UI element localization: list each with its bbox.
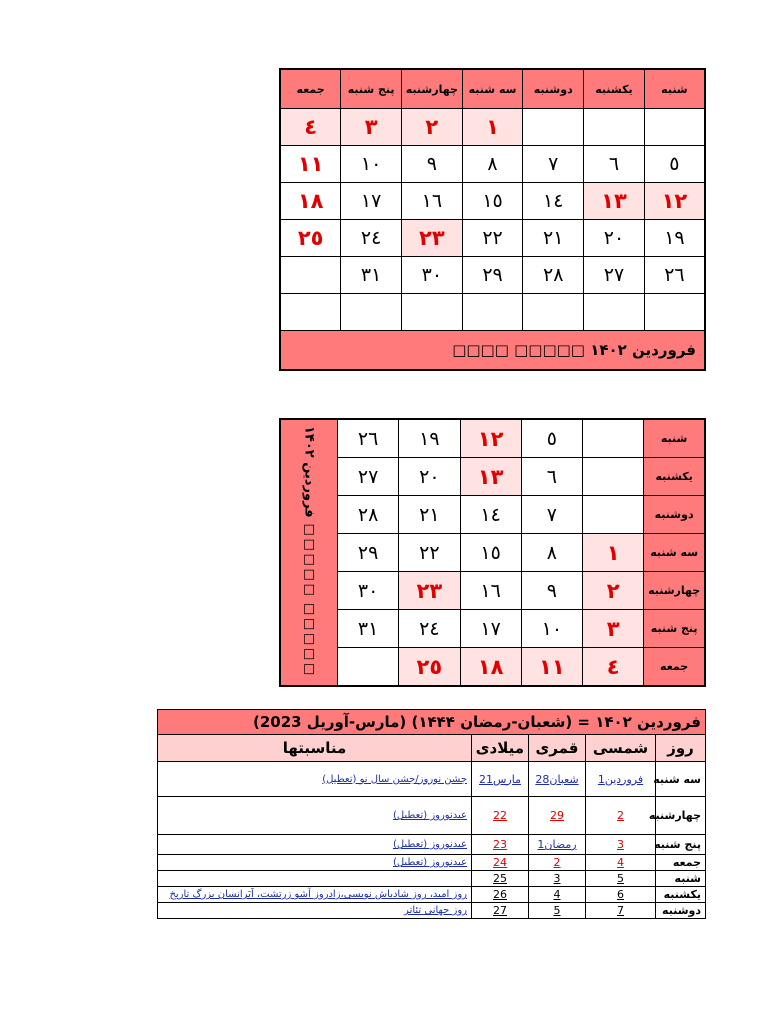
day-cell: ١٩ (399, 419, 460, 458)
occasion-row (158, 871, 706, 887)
day-cell: ١٥ (462, 183, 523, 220)
day-cell: ١٥ (460, 534, 521, 572)
lunar-date-link[interactable]: شعبان28 (529, 762, 586, 797)
gregorian-date-link[interactable]: 24 (472, 855, 529, 871)
day-cell (583, 458, 644, 496)
day-cell: ٣١ (338, 610, 399, 648)
holiday-cell: ۲ (401, 109, 462, 146)
gregorian-date-link[interactable]: 23 (472, 835, 529, 855)
occasion-link[interactable] (158, 871, 472, 887)
day-cell: ٦ (521, 458, 582, 496)
lunar-date-link[interactable]: 4 (529, 887, 586, 903)
weekday-label: دوشنبه (644, 496, 705, 534)
solar-date-link[interactable]: فروردین1 (586, 762, 656, 797)
occasion-link[interactable]: روز جهانی تئاتر (158, 903, 472, 919)
holiday-cell: ١٢ (644, 183, 705, 220)
day-cell: ٥ (644, 146, 705, 183)
lunar-date-link[interactable]: رمضان1 (529, 835, 586, 855)
day-cell (644, 109, 705, 146)
weekday-header: جمعه (280, 69, 341, 109)
day-cell (644, 294, 705, 331)
day-cell: ١٩ (644, 220, 705, 257)
day-cell (401, 294, 462, 331)
week-row (280, 146, 705, 183)
vertical-calendar-grid (279, 418, 706, 687)
day-cell (523, 294, 584, 331)
lunar-date-link[interactable]: 2 (529, 855, 586, 871)
occasion-row (158, 855, 706, 871)
holiday-cell: ١٨ (280, 183, 341, 220)
weekday-label: پنج شنبه (644, 610, 705, 648)
day-cell (280, 257, 341, 294)
holiday-cell: ٤ (280, 109, 341, 146)
day-cell: ٩ (521, 572, 582, 610)
gregorian-date-link[interactable]: 26 (472, 887, 529, 903)
holiday-cell: ١١ (521, 648, 582, 687)
occasion-row (158, 835, 706, 855)
holiday-cell: ۳ (583, 610, 644, 648)
occasion-link[interactable]: روز امید، روز شادباش نویسی،زادروز آشو زرتشت، اَبَرانسان بزرگ تاریخ (158, 887, 472, 903)
occasion-row (158, 762, 706, 797)
occasion-row (158, 887, 706, 903)
holiday-cell: ٢٣ (399, 572, 460, 610)
holiday-cell: ١٢ (460, 419, 521, 458)
holiday-cell: ٢٥ (399, 648, 460, 687)
lunar-date-link[interactable]: 3 (529, 871, 586, 887)
holiday-cell: ١٣ (460, 458, 521, 496)
weekday-label: سه شنبه (644, 534, 705, 572)
day-cell: ٧ (523, 146, 584, 183)
holiday-cell: ۳ (341, 109, 402, 146)
week-row (280, 220, 705, 257)
weekday-label: شنبه (644, 419, 705, 458)
col-header-occasions: مناسبتها (158, 735, 472, 762)
day-cell: ٢١ (399, 496, 460, 534)
day-cell: ٣١ (341, 257, 402, 294)
gregorian-date-link[interactable]: 25 (472, 871, 529, 887)
row-day-name: دوشنبه (656, 903, 706, 919)
col-header-lunar: قمری (529, 735, 586, 762)
day-cell (341, 294, 402, 331)
col-header-day: روز (656, 735, 706, 762)
gregorian-date-link[interactable]: مارس21 (472, 762, 529, 797)
day-cell: ٢٨ (523, 257, 584, 294)
day-cell: ١٧ (460, 610, 521, 648)
calendar-footer-row (280, 331, 705, 371)
day-cell: ١٦ (401, 183, 462, 220)
day-cell: ٢٧ (584, 257, 645, 294)
day-cell: ١٤ (460, 496, 521, 534)
weekday-header: شنبه (644, 69, 705, 109)
occasions-title: فروردین ۱۴۰۲ = (شعبان-رمضان ۱۴۴۴) (مارس-آوریل 2023) (158, 710, 706, 735)
calendar-footer-title: فروردین ۱۴۰۲ □□□□□ □□□□ (280, 331, 705, 371)
day-cell: ٢٩ (338, 534, 399, 572)
occasions-header-row (158, 735, 706, 762)
solar-date-link[interactable]: 3 (586, 835, 656, 855)
weekday-label: یکشنبه (644, 458, 705, 496)
solar-date-link[interactable]: 5 (586, 871, 656, 887)
day-cell: ٢٢ (399, 534, 460, 572)
weekday-label: جمعه (644, 648, 705, 687)
occasion-row (158, 903, 706, 919)
day-cell (584, 294, 645, 331)
weekday-row (280, 419, 705, 458)
weekday-header-row (280, 69, 705, 109)
day-cell: ٥ (521, 419, 582, 458)
day-cell: ٢٧ (338, 458, 399, 496)
occasions-title-row (158, 710, 706, 735)
holiday-cell: ٤ (583, 648, 644, 687)
row-day-name: چهارشنبه (656, 797, 706, 835)
day-cell: ٢٤ (399, 610, 460, 648)
col-header-gregorian: میلادی (472, 735, 529, 762)
occasion-link[interactable]: جشن نوروز/جشن سال نو (تعطیل) (158, 762, 472, 797)
day-cell: ٢٠ (399, 458, 460, 496)
holiday-cell: ۱ (583, 534, 644, 572)
weekday-header: سه شنبه (462, 69, 523, 109)
day-cell: ١٠ (341, 146, 402, 183)
weekday-row (280, 648, 705, 687)
occasion-link[interactable]: عیدنوروز (تعطیل) (158, 855, 472, 871)
weekday-row (280, 458, 705, 496)
weekday-row (280, 572, 705, 610)
day-cell: ٢٦ (338, 419, 399, 458)
day-cell (280, 294, 341, 331)
day-cell: ٢٠ (584, 220, 645, 257)
day-cell: ٢٩ (462, 257, 523, 294)
weekday-header: دوشنبه (523, 69, 584, 109)
holiday-cell: ٢٥ (280, 220, 341, 257)
day-cell: ٢٦ (644, 257, 705, 294)
weekday-row (280, 610, 705, 648)
holiday-cell: ۲ (583, 572, 644, 610)
day-cell: ٣٠ (401, 257, 462, 294)
month-calendar-grid (279, 68, 706, 371)
weekday-header: چهارشنبه (401, 69, 462, 109)
occasion-link[interactable]: عیدنوروز (تعطیل) (158, 835, 472, 855)
day-cell: ٨ (521, 534, 582, 572)
col-header-solar: شمسی (586, 735, 656, 762)
vertical-calendar-side-title (280, 419, 338, 686)
day-cell: ١٠ (521, 610, 582, 648)
week-row (280, 109, 705, 146)
day-cell (523, 109, 584, 146)
row-day-name: یکشنبه (656, 887, 706, 903)
week-row (280, 183, 705, 220)
holiday-cell: ۱ (462, 109, 523, 146)
day-cell: ٢٨ (338, 496, 399, 534)
weekday-row (280, 496, 705, 534)
day-cell: ١٤ (523, 183, 584, 220)
day-cell (462, 294, 523, 331)
weekday-header: یکشنبه (584, 69, 645, 109)
week-row (280, 294, 705, 331)
day-cell: ٦ (584, 146, 645, 183)
row-day-name: پنج شنبه (656, 835, 706, 855)
row-day-name: شنبه (656, 871, 706, 887)
day-cell: ٢٤ (341, 220, 402, 257)
solar-date-link[interactable]: 7 (586, 903, 656, 919)
day-cell: ٧ (521, 496, 582, 534)
occasions-table (157, 709, 706, 919)
solar-date-link[interactable]: 6 (586, 887, 656, 903)
day-cell (338, 648, 399, 687)
holiday-cell: ١٣ (584, 183, 645, 220)
holiday-cell: ١٨ (460, 648, 521, 687)
day-cell: ١٧ (341, 183, 402, 220)
side-title-text: □□□□□ □□□□□ فروردین ۱۴۰۲ (301, 426, 317, 677)
day-cell: ٨ (462, 146, 523, 183)
day-cell (584, 109, 645, 146)
day-cell: ٢٢ (462, 220, 523, 257)
day-cell: ٣٠ (338, 572, 399, 610)
weekday-header: پنج شنبه (341, 69, 402, 109)
holiday-cell: ١١ (280, 146, 341, 183)
weekday-label: چهارشنبه (644, 572, 705, 610)
occasion-link[interactable]: عیدنوروز (تعطیل) (158, 797, 472, 835)
day-cell: ١٦ (460, 572, 521, 610)
day-cell (583, 496, 644, 534)
occasion-row (158, 797, 706, 835)
day-cell: ٢١ (523, 220, 584, 257)
gregorian-date-link[interactable]: 22 (472, 797, 529, 835)
weekday-row (280, 534, 705, 572)
holiday-cell: ٢٣ (401, 220, 462, 257)
solar-date-link[interactable]: 2 (586, 797, 656, 835)
lunar-date-link[interactable]: 29 (529, 797, 586, 835)
day-cell: ٩ (401, 146, 462, 183)
row-day-name: جمعه (656, 855, 706, 871)
gregorian-date-link[interactable]: 27 (472, 903, 529, 919)
lunar-date-link[interactable]: 5 (529, 903, 586, 919)
day-cell (583, 419, 644, 458)
week-row (280, 257, 705, 294)
row-day-name: سه شنبه (656, 762, 706, 797)
solar-date-link[interactable]: 4 (586, 855, 656, 871)
